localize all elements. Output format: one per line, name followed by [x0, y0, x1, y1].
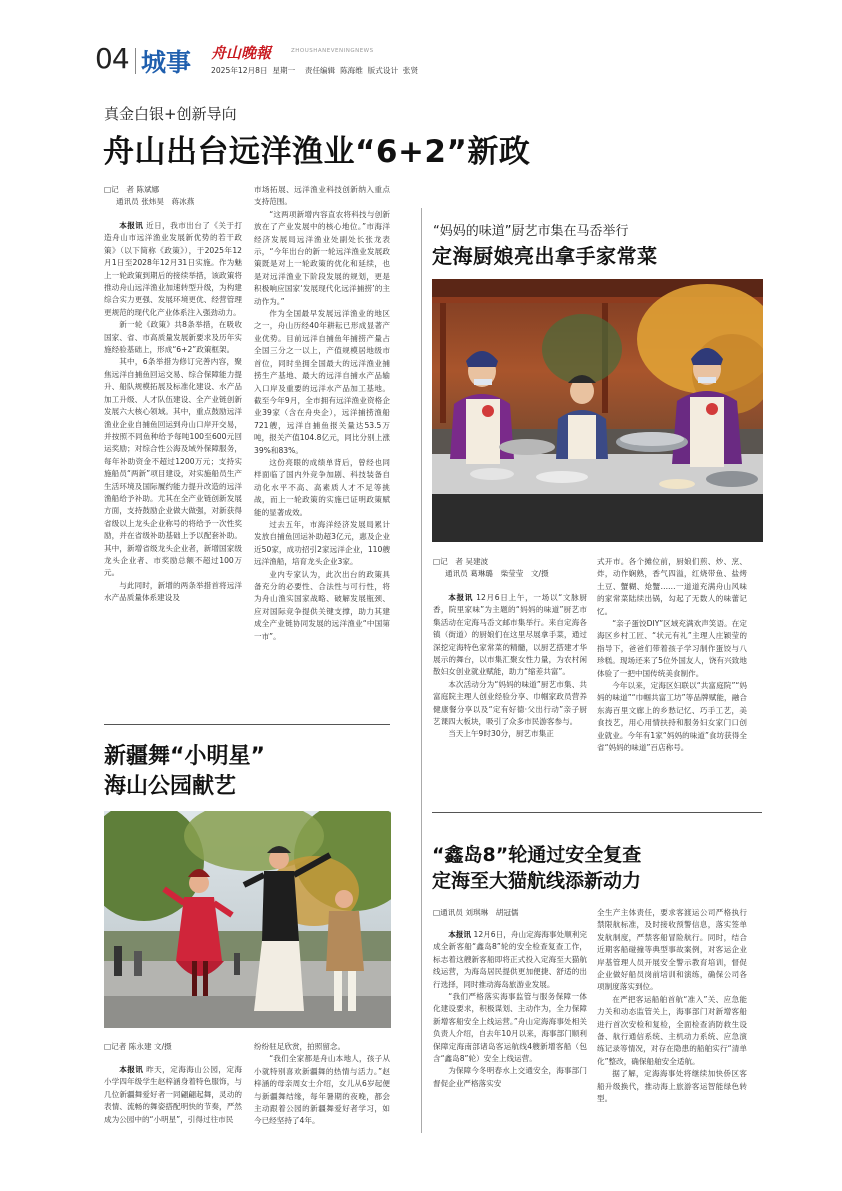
art4-col2 [597, 907, 747, 1106]
art2-c2-p3: 今年以来，定海区妇联以“共富庭院”“妈妈的味道”“巾帼共富工坊”等品牌赋能，融合东海百里文廊上的乡愁记忆、巧手工艺，美食技艺，用心用情扶持和服务妇女家门口创业就业。今年有1家“妈妈的味道”食坊获得全省“妈妈的味道”百店称号。 [597, 681, 747, 753]
art2-byline-correspondent: 通讯员 葛琳璐 柴莹莹 文/摄 [445, 569, 549, 579]
art1-col1 [104, 220, 242, 605]
art4-col1 [433, 929, 587, 1090]
art3-c1-p1: 本报讯 昨天，定海海山公园，定海小学四年级学生赵梓涵身着特色服饰，与几位新疆舞爱好者一同翩翩起舞，灵动的表情、流畅的舞姿搭配明快的节奏，严然成为公园中的“小明星”，引得过往市民 [104, 1065, 242, 1124]
art1-kicker: 真金白银+创新导向 [104, 105, 237, 123]
art3-title-line2: 海山公园献艺 [104, 774, 237, 799]
art4-c2-p1: 全生产主体责任，要求客渡运公司严格执行禁限航标准，及时接收预警信息，落实签单发航制度，严禁客船冒险航行。同时，结合近期客船碰撞等典型事故案例，对客运企业岸基管理人员开展安全警示教育培训，督促企业做好船员岗前培训和演练，确保公司各项制度落实到位。 [597, 908, 747, 992]
lead-tag: 本报讯 [448, 593, 474, 602]
art4-c1-p3: 为保障今冬明春水上交通安全，海事部门督促企业严格落实安 [433, 1066, 587, 1088]
art1-c1-p4: 与此同时，新增的两条举措首将远洋水产品质量体系建设及 [104, 580, 242, 603]
art3-title-line1: 新疆舞“小明星” [104, 744, 265, 769]
page-number: 04 [95, 42, 129, 75]
art3-col1 [104, 1064, 242, 1126]
art2-col1 [433, 592, 587, 741]
section-name: 城事 [141, 48, 192, 77]
art3-c2-p1: 纷纷驻足欣赏，拍照留念。 [254, 1042, 346, 1051]
cooking-market-photo [432, 279, 763, 542]
lead-tag: 本报讯 [448, 930, 472, 939]
art1-byline-correspondent: 通讯员 张炜昊 蒋冰燕 [116, 197, 195, 207]
art2-c1-p1: 本报讯 12月6日上午，一场以“文脉厨香，院里家味”为主题的“妈妈的味道”厨艺市集活动在定海马岙文邮市集举行。来自定海各镇（街道）的厨娘们在这里尽展拿手菜，通过深挖定海特色家常菜的精髓，以厨艺搭建才华展示的舞台，以市集汇聚女性力量，为农村闲散妇女创业就业赋能，助力“缩差共富”。 [433, 593, 588, 677]
art2-title: 定海厨娘亮出拿手家常菜 [432, 244, 658, 268]
art4-byline: □通讯员 刘琪琳 胡冠儒 [433, 908, 519, 917]
art3-c2-p2: “我们全家都是舟山本地人，孩子从小就特别喜欢新疆舞的热情与活力。”赵梓涵的母亲周女士介绍，女儿从6岁起便与新疆舞结缘，每年暑期的夜晚，都会主动跟着公园的新疆舞爱好者学习，如今已经坚持了4年。 [254, 1054, 390, 1126]
masthead-divider [135, 48, 136, 74]
art2-c2-p1: 式开市。各个摊位前，厨娘们煎、炒、烹、炸，动作娴熟，香气四溢，红烧带鱼、盐烤土豆、蟹糊、炝蟹……一道道充满舟山风味的家常菜陆续出锅，勾起了无数人的味蕾记忆。 [597, 557, 747, 616]
art4-c2-p2: 在严把客运船舶首航“准入”关、应急能力关和动态监管关上，海事部门对新增客船进行首次安检和复检，全面检查消防救生设备、航行通信系统、主机动力系统、应急演练记录等情况，对存在隐患的船舶实行“清单化”整改，确保船舶安全适航。 [597, 994, 747, 1066]
art1-c2-p2: “这两项新增内容直农将科技与创新放在了产业发展中的核心地位。”市海洋经济发展局远洋渔业处副处长张龙表示，“今年出台的新一轮远洋渔业发展政策既是对上一轮政策的优化和延续，也是对远洋渔业下阶段发展的规划，更是积极响应国家‘发展现代化远洋捕捞’的主动作为。” [254, 209, 390, 306]
art1-byline [104, 184, 194, 208]
art1-c2-p6: 业内专家认为，此次出台的政策具备充分的必要性、合法性与可行性，将为舟山渔实国家战略、破解发展瓶颈、应对国际竞争提供关键支撑，助力其建成全产业链协同发展的远洋渔业“中国第一市”。 [254, 569, 390, 641]
art2-c1-p3: 当天上午9时30分，厨艺市集正 [448, 729, 554, 739]
art2-c1-p2: 本次活动分为“妈妈的味道”厨艺市集、共富庭院主理人创业经验分享、巾帼家政员营养健康餐分享以及“定有好德·父出行动”亲子厨艺课四大板块，吸引了众多市民游客参与。 [433, 679, 587, 727]
art2-c2-p2: “亲子蛋饺DIY”区域充满欢声笑语。在定海区乡村工匠、“状元有礼”主理人庄颖莹的指导下，爸爸们带着孩子学习制作蛋饺与八珍糕。现场还来了5位外国友人，饶有兴致地体验了一把中国传统美食制作。 [597, 619, 747, 678]
lead-tag: 本报讯 [119, 221, 144, 230]
art1-c1-p3: 其中，6条举措为修订完善内容，聚焦远洋自捕鱼回运交易、综合保障能力提升、船队规模拓展及标准化建设、水产品加工升级、人才队伍建设、全产业链创新发展六大核心领域。其中，重点鼓励远洋渔业企业自捕鱼回运到舟山口岸开交易，并按照不同鱼种给予每吨100至600元回运奖励；对综合性公海及域外保障服务，每年补助资金不超过1200万元；支持实施船员“两新”项目建设，对实施船员生产生活环境及国际履约能力提升改造的远洋渔船给予补助。尤其在全产业链创新发展方面，支持鼓励企业做大做强，对新获得省级以上龙头企业称号的将给予一次性奖励，并在省级补助基础上予以配套补助。其中，新增省级龙头企业者，新增国家级龙头企业者、市奖励总额不超过100万元。 [104, 357, 242, 578]
art4-title-line2: 定海至大猫航线添新动力 [432, 870, 642, 892]
art1-c2-p1: 市场拓展、远洋渔业科技创新纳入重点支持范围。 [254, 185, 390, 207]
divider-right [432, 812, 762, 813]
dance-illustration [104, 811, 391, 1028]
art4-c1-p1: 本报讯 12月6日，舟山定海海事处顺利完成全新客船“鑫岛8”轮的安全检查复查工作，标志着这艘新客船即将正式投入定海至大猫航线运营，为海岛居民提供更加便捷、舒适的出行选择，同时推动海岛旅游业发展。 [433, 930, 587, 989]
art3-byline: □记者 陈永建 文/摄 [104, 1042, 172, 1051]
art1-title: 舟山出台远洋渔业“6+2”新政 [103, 134, 531, 170]
art1-c1-p1: 本报讯 近日，我市出台了《关于打造舟山市远洋渔业发展新优势的若干政策》（以下简称《政策》），于2025年12月1日至2028年12月31日实施。作为魅上一轮政策到期后的接续举措，该政策将推动舟山远洋渔业加速转型升级，为构建综合实力更强、发展环境更优、经营管理更规范的现代化产业体系注入强劲动力。 [104, 221, 242, 317]
art2-kicker: “妈妈的味道”厨艺市集在马岙举行 [433, 224, 629, 239]
divider-left [104, 724, 390, 725]
masthead [95, 38, 755, 82]
art2-byline [433, 556, 549, 580]
date-line: 2025年12月8日 星期一 责任编辑 陈海维 版式设计 张贤 [211, 66, 419, 75]
art1-c1-p2: 新一轮《政策》共8条举措，在吸收国家、省、市高质量发展新要求及历年实施经验基础上，形成“6+2”政策框架。 [104, 320, 242, 355]
paper-url: ZHOUSHANEVENINGNEWS [291, 48, 374, 54]
art2-col2 [597, 556, 747, 755]
dance-photo [104, 811, 391, 1028]
cooking-market-illustration [432, 279, 763, 542]
art1-c2-p5: 过去五年，市海洋经济发展局累计发放自捕鱼回运补助超3亿元，惠及企业近50家，成功招引2家远洋企业，110艘远洋渔船，培育龙头企业3家。 [254, 519, 390, 567]
art1-c2-p3: 作为全国最早发展远洋渔业的地区之一，舟山历经40年耕耘已形成显著产业优势。目前远洋自捕鱼年捕捞产量占全国三分之一以上，产值规模居地级市首位，同时坐拥全国最大的远洋渔业捕捞生产基地、最大的远洋自捕水产品输入口岸及重要的远洋水产品加工基地。截至今年9月，全市拥有远洋渔业资格企业39家（含在舟央企），远洋捕捞渔船721艘，远洋自捕鱼报关量达53.5万吨，报关产值104.8亿元，同比分别上涨39%和83%。 [254, 309, 390, 455]
art4-c1-p2: “我们严格落实海事监管与服务保障一体化建设要求，积极谋划、主动作为，全力保障新增客船安全上线运营。”舟山定海海事处相关负责人介绍，自去年10月以来，海事部门顺利保障定海南部诸岛客运航线4艘新增客船（包含“鑫岛8”轮）安全上线运营。 [433, 992, 587, 1064]
art1-c2-p4: 这份亮眼的成绩单背后，曾经也同样面临了国内外竞争加剧、科技装备自动化水平不高、高素质人才不足等挑战，而上一轮政策的实施已证明政策赋能的显著成效。 [254, 457, 390, 517]
art1-byline-reporter: □记 者 陈斌娜 [104, 185, 160, 194]
art2-byline-reporter: □记 者 吴建波 [433, 557, 489, 566]
lead-tag: 本报讯 [119, 1065, 144, 1074]
paper-logo: 舟山晚報 [211, 44, 272, 62]
divider-vertical [421, 208, 422, 1133]
art3-col2 [254, 1041, 390, 1128]
art4-c2-p3: 据了解，定海海事处将继续加快侨区客船升级换代，推动海上旅游客运智能绿色转型。 [597, 1069, 747, 1104]
art4-title-line1: “鑫岛8”轮通过安全复查 [432, 844, 642, 866]
art1-col2 [254, 184, 390, 643]
